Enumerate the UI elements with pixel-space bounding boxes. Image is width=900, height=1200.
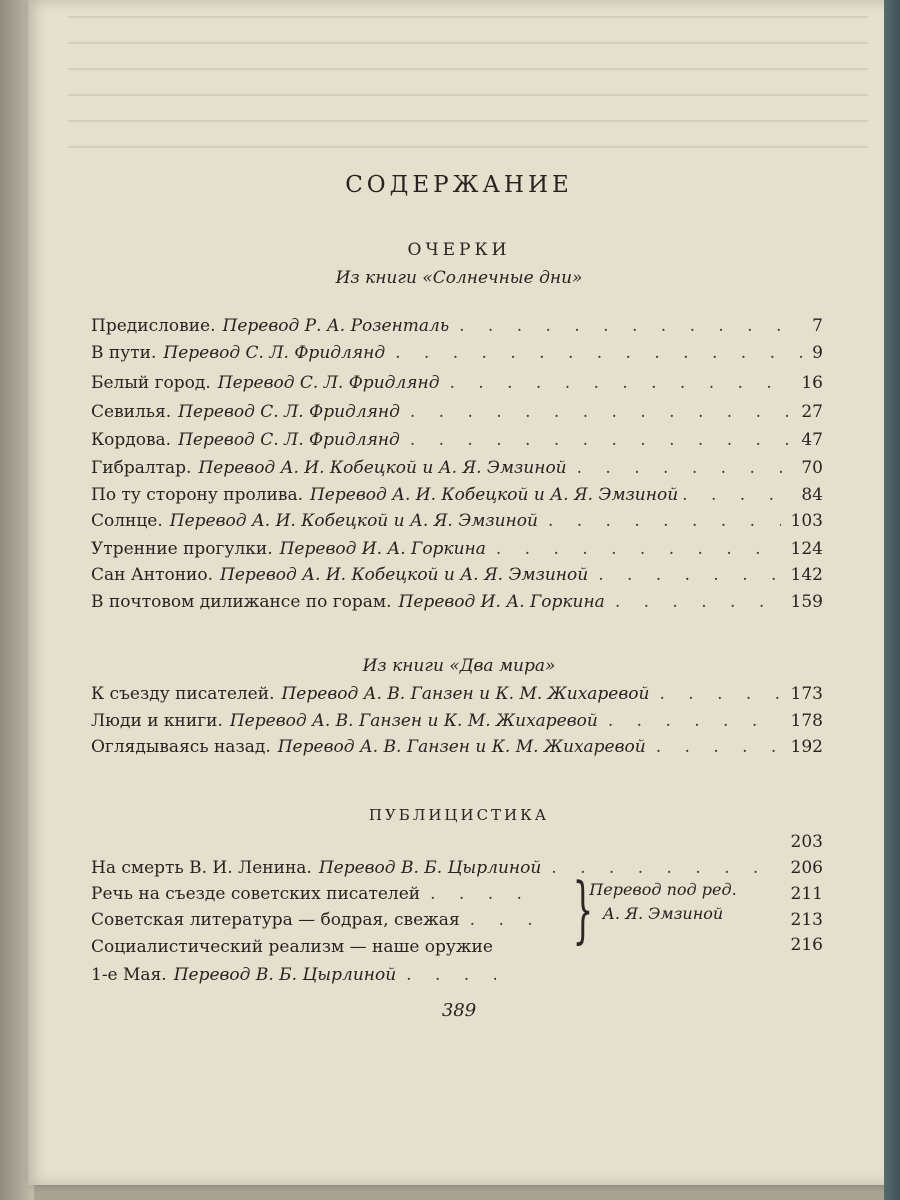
- editor-note-line1: Перевод под ред.: [589, 880, 737, 899]
- section-heading-essays: ОЧЕРКИ: [407, 240, 511, 260]
- entry-page: 211: [790, 884, 823, 904]
- toc-entry: [91, 539, 823, 565]
- dot-leader: [470, 910, 541, 930]
- section-start-page: 203: [790, 832, 823, 852]
- entry-page: 27: [801, 402, 823, 422]
- entry-title: Гибралтар.: [91, 458, 192, 478]
- dot-leader: [598, 565, 780, 585]
- entry-title: Кордова.: [91, 430, 172, 450]
- page-number: 389: [441, 1000, 477, 1021]
- entry-title: Предисловие.: [91, 316, 216, 336]
- dot-leader: [395, 343, 802, 363]
- entry-title: В пути.: [91, 343, 157, 363]
- entry-translator: Перевод А. И. Кобецкой и А. Я. Эмзиной: [169, 511, 538, 531]
- entry-page: 84: [801, 485, 823, 505]
- entry-page: 103: [790, 511, 823, 531]
- entry-translator: Перевод А. И. Кобецкой и А. Я. Эмзиной: [220, 565, 589, 585]
- entry-translator: Перевод С. Л. Фридлянд: [217, 373, 440, 393]
- toc-entry: [91, 965, 506, 991]
- entry-translator: Перевод С. Л. Фридлянд: [163, 343, 386, 363]
- toc-entry: [91, 373, 823, 399]
- entry-title: По ту сторону пролива.: [91, 485, 303, 505]
- entry-page: 7: [812, 316, 823, 336]
- entry-title: 1-е Мая.: [91, 965, 167, 985]
- dot-leader: [430, 884, 541, 904]
- entry-page: 206: [790, 858, 823, 878]
- entry-title: На смерть В. И. Ленина.: [91, 858, 312, 878]
- entry-title: Солнце.: [91, 511, 163, 531]
- entry-translator: Перевод С. Л. Фридлянд: [178, 402, 400, 422]
- entry-page: 142: [790, 565, 823, 585]
- entry-page: 178: [790, 711, 823, 731]
- toc-entry: [91, 430, 823, 456]
- entry-translator: Перевод И. А. Горкина: [279, 539, 486, 559]
- entry-translator: Перевод А. И. Кобецкой и А. Я. Эмзиной: [198, 458, 567, 478]
- toc-entry: [91, 684, 823, 710]
- entry-translator: Перевод А. И. Кобецкой и А. Я. Эмзиной: [309, 485, 679, 505]
- entry-translator: Перевод И. А. Горкина: [398, 592, 605, 612]
- entry-title: В почтовом дилижансе по горам.: [91, 592, 392, 612]
- entry-page: 47: [801, 430, 823, 450]
- entry-page: 216: [790, 935, 823, 955]
- entry-title: Оглядываясь назад.: [91, 737, 271, 757]
- entry-title: Севилья.: [91, 402, 172, 422]
- entry-translator: Перевод А. В. Ганзен и К. М. Жихаревой: [277, 737, 646, 757]
- toc-entry: [91, 316, 823, 342]
- book-cover-edge: [884, 0, 900, 1200]
- entry-title: К съезду писателей.: [91, 684, 275, 704]
- entry-title: Советская литература — бодрая, свежая: [91, 910, 460, 930]
- dot-leader: [577, 458, 792, 478]
- toc-entry: [91, 343, 823, 369]
- dot-leader: [406, 965, 496, 985]
- dot-leader: [410, 430, 792, 450]
- editor-note-line2: А. Я. Эмзиной: [602, 904, 724, 923]
- entry-page: 9: [812, 343, 823, 363]
- dot-leader: [656, 737, 781, 757]
- toc-entry: [91, 458, 823, 484]
- dot-leader: [548, 511, 781, 531]
- entry-page: 173: [790, 684, 823, 704]
- entry-translator: Перевод А. В. Ганзен и К. М. Жихаревой: [229, 711, 598, 731]
- dot-leader: [459, 316, 802, 336]
- dot-leader: [659, 684, 780, 704]
- toc-entry: [91, 511, 823, 537]
- book-page: [28, 0, 890, 1185]
- grouping-brace: }: [572, 867, 594, 951]
- entry-page: 124: [790, 539, 823, 559]
- entry-page: 213: [790, 910, 823, 930]
- entry-translator: Перевод В. Б. Цырлиной: [318, 858, 542, 878]
- dot-leader: [682, 485, 797, 505]
- entry-title: Белый город.: [91, 373, 211, 393]
- toc-entry: [91, 565, 823, 591]
- entry-page: 192: [790, 737, 823, 757]
- book-subheading-two-worlds: Из книги «Два мира»: [362, 656, 556, 676]
- dot-leader: [615, 592, 781, 612]
- toc-entry: [91, 737, 823, 763]
- entry-translator: Перевод В. Б. Цырлиной: [173, 965, 397, 985]
- show-through-text: [68, 0, 868, 150]
- dot-leader: [410, 402, 791, 422]
- entry-title: Люди и книги.: [91, 711, 223, 731]
- entry-page: 159: [790, 592, 823, 612]
- toc-entry: [91, 402, 823, 428]
- entry-translator: Перевод Р. А. Розенталь: [222, 316, 450, 336]
- toc-entry: [91, 884, 551, 910]
- entry-title: Социалистический реализм — наше оружие: [91, 937, 493, 957]
- book-subheading-sunny-days: Из книги «Солнечные дни»: [335, 268, 583, 288]
- dot-leader: [449, 373, 791, 393]
- toc-entry: [91, 592, 823, 618]
- toc-entry: [91, 485, 823, 511]
- entry-translator: Перевод А. В. Ганзен и К. М. Жихаревой: [281, 684, 650, 704]
- dot-leader: [608, 711, 781, 731]
- toc-entry: [91, 910, 551, 936]
- entry-title: Утренние прогулки.: [91, 539, 273, 559]
- entry-title: Речь на съезде советских писателей: [91, 884, 421, 904]
- dot-leader: [496, 539, 781, 559]
- entry-translator: Перевод С. Л. Фридлянд: [178, 430, 400, 450]
- section-heading-journalism: ПУБЛИЦИСТИКА: [368, 806, 550, 824]
- entry-page: 70: [801, 458, 823, 478]
- entry-page: 16: [801, 373, 823, 393]
- entry-title: Сан Антонио.: [91, 565, 214, 585]
- contents-heading: СОДЕРЖАНИЕ: [345, 172, 573, 198]
- toc-entry: [91, 937, 561, 963]
- toc-entry: [91, 711, 823, 737]
